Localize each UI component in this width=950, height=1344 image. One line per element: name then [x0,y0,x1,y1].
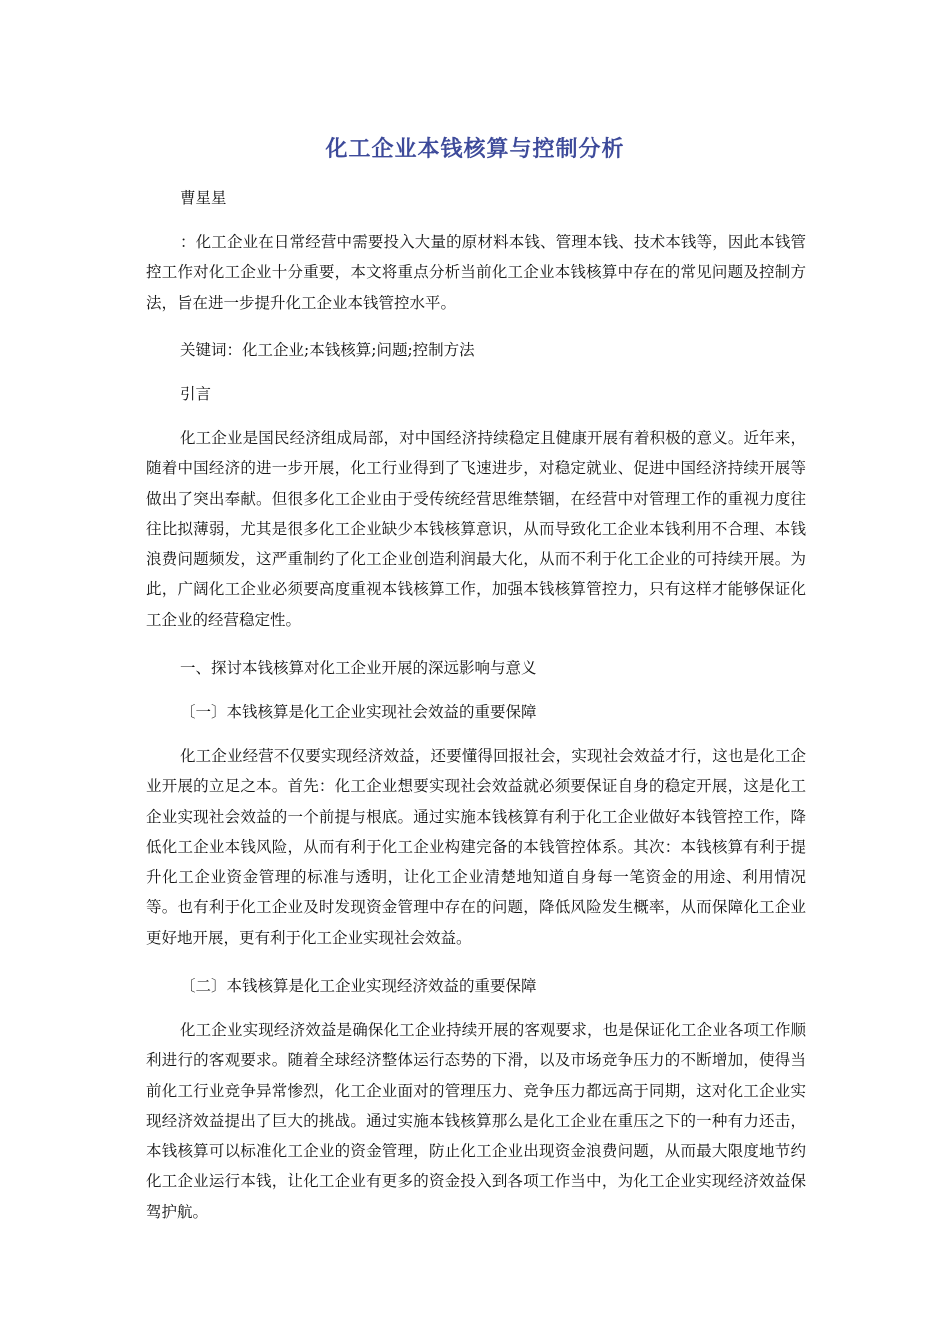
subsection2-heading: 〔二〕本钱核算是化工企业实现经济效益的重要保障 [180,977,537,995]
subsection1-paragraph: 化工企业经营不仅要实现经济效益，还要懂得回报社会，实现社会效益才行，这也是化工企业开展的立足之本。首先：化工企业想要实现社会效益就必须要保证自身的稳定开展，这是化工企业实现社会效益的一个前提与根底。通过实施本钱核算有利于化工企业做好本钱管控工作，降低化工企业本钱风险，从而有利于化工企业构建完备的本钱管控体系。其次：本钱核算有利于提升化工企业资金管理的标准与透明，让化工企业清楚地知道自身每一笔资金的用途、利用情况等。也有利于化工企业及时发现资金管理中存在的问题，降低风险发生概率，从而保障化工企业更好地开展，更有利于化工企业实现社会效益。 [146,747,806,947]
abstract-paragraph: ：化工企业在日常经营中需要投入大量的原材料本钱、管理本钱、技术本钱等，因此本钱管控工作对化工企业十分重要，本文将重点分析当前化工企业本钱核算中存在的常见问题及控制方法，旨在进一步提升化工企业本钱管控水平。 [146,233,806,312]
intro-heading: 引言 [180,385,212,403]
subsection2-paragraph: 化工企业实现经济效益是确保化工企业持续开展的客观要求，也是保证化工企业各项工作顺利进行的客观要求。随着全球经济整体运行态势的下滑，以及市场竞争压力的不断增加，使得当前化工行业竞争异常惨烈，化工企业面对的管理压力、竞争压力都远高于同期，这对化工企业实现经济效益提出了巨大的挑战。通过实施本钱核算那么是化工企业在重压之下的一种有力还击，本钱核算可以标准化工企业的资金管理，防止化工企业出现资金浪费问题，从而最大限度地节约化工企业运行本钱，让化工企业有更多的资金投入到各项工作当中，为化工企业实现经济效益保驾护航。 [146,1021,806,1221]
subsection1-heading: 〔一〕本钱核算是化工企业实现社会效益的重要保障 [180,703,537,721]
keywords-line: 关键词：化工企业;本钱核算;问题;控制方法 [180,341,475,359]
document-title: 化工企业本钱核算与控制分析 [325,137,625,162]
author-name: 曹星星 [180,189,227,207]
section1-heading: 一、探讨本钱核算对化工企业开展的深远影响与意义 [180,659,537,677]
intro-paragraph: 化工企业是国民经济组成局部，对中国经济持续稳定且健康开展有着积极的意义。近年来，随着中国经济的进一步开展，化工行业得到了飞速进步，对稳定就业、促进中国经济持续开展等做出了突出奉献。但很多化工企业由于受传统经营思维禁锢，在经营中对管理工作的重视力度往往比拟薄弱，尤其是很多化工企业缺少本钱核算意识，从而导致化工企业本钱利用不合理、本钱浪费问题频发，这严重制约了化工企业创造利润最大化，从而不利于化工企业的可持续开展。为此，广阔化工企业必须要高度重视本钱核算工作，加强本钱核算管控力，只有这样才能够保证化工企业的经营稳定性。 [146,429,806,629]
